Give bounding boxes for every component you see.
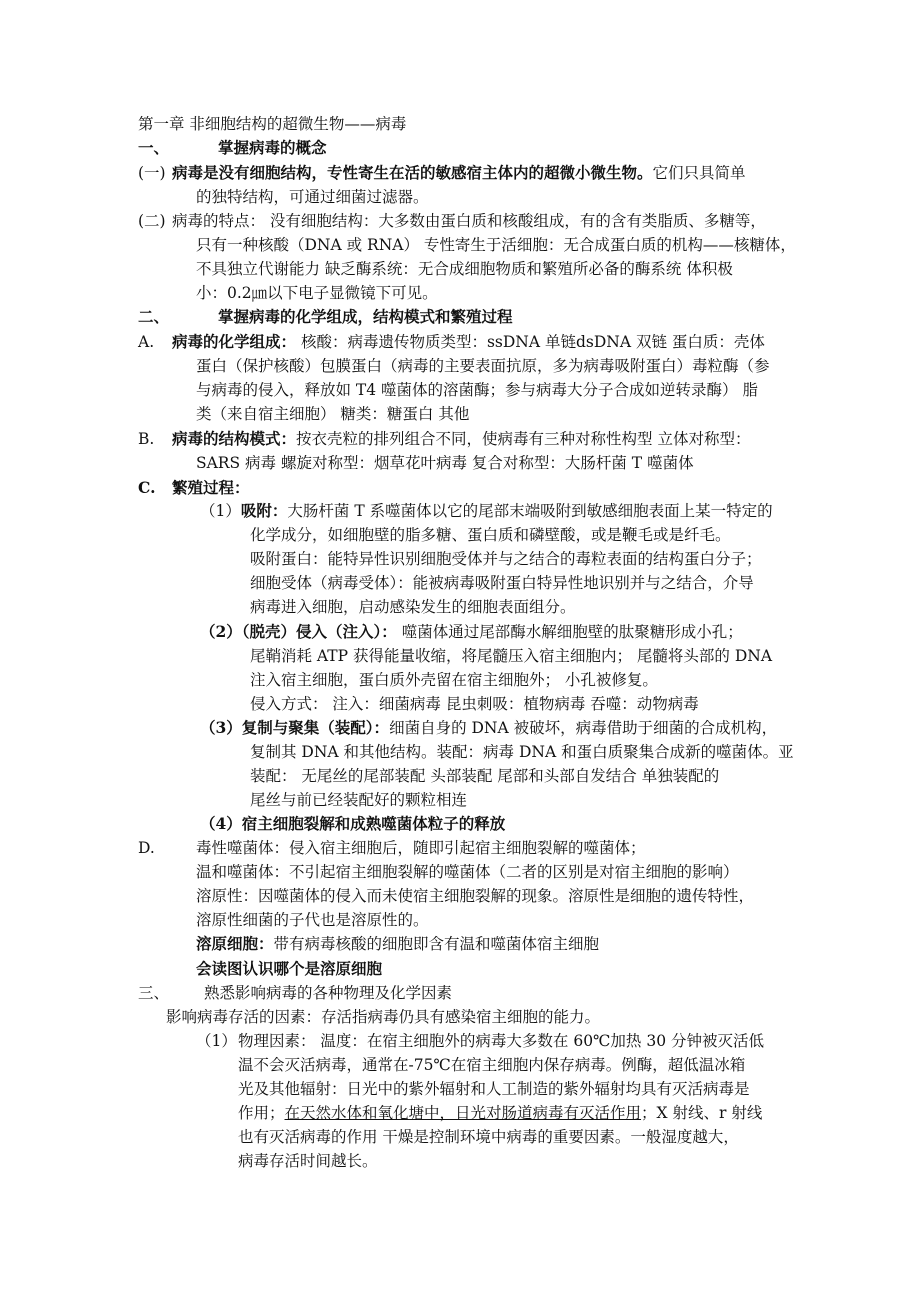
s2-D-lysogen-bold: 溶原细胞：: [196, 934, 274, 953]
section-3-heading: [138, 982, 452, 1004]
s1-item1-bold: 病毒是没有细胞结构，专性寄生在活的敏感宿主体内的超微小微生物。: [172, 163, 653, 182]
s2-c1-bold: 吸附：: [240, 501, 288, 520]
s2-A-line1: [138, 331, 765, 353]
s2-D-text: 毒性噬菌体：侵入宿主细胞后，随即引起宿主细胞裂解的噬菌体；: [196, 839, 646, 857]
s2-C-heading: [138, 477, 250, 499]
s1-item2-line1: [138, 210, 766, 232]
s2-D-lysogen-text: 带有病毒核酸的细胞即含有温和噬菌体宿主细胞: [273, 935, 600, 953]
s2-c2-number: （2）: [200, 622, 242, 641]
s2-c1-number: （1）: [200, 502, 241, 520]
s2-B-line2: SARS 病毒 螺旋对称型：烟草花叶病毒 复合对称型：大肠杆菌 T 噬菌体: [196, 454, 694, 472]
section-2-heading: [138, 306, 513, 328]
s2-c1-line1: [200, 500, 773, 522]
s2-D-line2: 温和噬菌体：不引起宿主细胞裂解的噬菌体（二者的区别是对宿主细胞的影响）: [196, 863, 739, 881]
s3-p1-underlined: 在天然水体和氧化塘中，日光对肠道病毒有灭活作用: [284, 1104, 642, 1122]
s1-item1-rest: 它们只具简单: [652, 164, 746, 182]
section-2-title: 掌握病毒的化学组成，结构模式和繁殖过程: [218, 307, 513, 326]
s3-intro: 影响病毒存活的因素：存活指病毒仍具有感染宿主细胞的能力。: [166, 1008, 601, 1026]
s2-A-label: A.: [138, 333, 155, 351]
s2-c2-line1: [200, 621, 743, 643]
s2-D-line3: 溶原性：因噬菌体的侵入而未使宿主细胞裂解的现象。溶原性是细胞的遗传特性，: [196, 887, 755, 905]
s2-c1-line3: 吸附蛋白：能特异性识别细胞受体并与之结合的毒粒表面的结构蛋白分子；: [250, 550, 762, 568]
s3-p1-line4: [238, 1102, 762, 1124]
s2-c2-line4: 侵入方式： 注入：细菌病毒 昆虫刺吸：植物病毒 吞噬：动物病毒: [250, 695, 699, 713]
s1-item1-line1: [138, 162, 746, 184]
s1-item1-label: (一): [138, 164, 166, 182]
s2-c1-line5: 病毒进入细胞，启动感染发生的细胞表面组分。: [250, 598, 576, 616]
s3-p1-line5: 也有灭活病毒的作用 干燥是控制环境中病毒的重要因素。一般湿度越大，: [238, 1128, 739, 1146]
s2-c4-line1: [200, 813, 505, 835]
s2-c3-line4: 尾丝与前已经装配好的颗粒相连: [250, 791, 468, 809]
section-3-title: 熟悉影响病毒的各种物理及化学因素: [204, 984, 453, 1002]
s2-A-text: 核酸：病毒遗传物质类型：ssDNA 单链dsDNA 双链 蛋白质：壳体: [296, 333, 765, 351]
s2-B-text: 按衣壳粒的排列组合不同，使病毒有三种对称性构型 立体对称型：: [296, 430, 751, 448]
s1-item2-label: (二): [138, 212, 166, 230]
s2-D-label: D.: [138, 839, 155, 857]
s1-item2-text: 病毒的特点： 没有细胞结构：大多数由蛋白质和核酸组成，有的含有类脂质、多糖等，: [172, 212, 766, 230]
s2-D-line1: [138, 837, 646, 859]
s2-c3-bold: 复制与聚集（装配）：: [241, 718, 390, 737]
s2-c3-line2: 复制其 DNA 和其他结构。装配：病毒 DNA 和蛋白质聚集合成新的噬菌体。亚: [250, 743, 794, 761]
s2-B-bold: 病毒的结构模式：: [172, 429, 297, 448]
s2-D-line6: 会读图认识哪个是溶原细胞: [196, 959, 383, 978]
s1-item2-line2: 只有一种核酸（DNA 或 RNA） 专性寄生于活细胞：无合成蛋白质的机构——核糖体，: [196, 236, 796, 254]
s3-p1-line4-end: ；X 射线、r 射线: [641, 1104, 763, 1122]
section-1-heading: [138, 137, 327, 159]
s2-D-line4: 溶原性细菌的子代也是溶原性的。: [196, 911, 429, 929]
s3-p1-line2: 温不会灭活病毒，通常在-75℃在宿主细胞内保存病毒。例酶，超低温冰箱: [238, 1056, 746, 1074]
s1-item2-line4: 小：0.2㎛以下电子显微镜下可见。: [196, 284, 438, 302]
s2-C-label: C.: [138, 478, 156, 497]
s2-c3-number: （3）: [200, 718, 242, 737]
s3-p1-line6: 病毒存活时间越长。: [238, 1152, 378, 1170]
s2-A-line2: 蛋白（保护核酸）包膜蛋白（病毒的主要表面抗原，多为病毒吸附蛋白）毒粒酶（参: [196, 357, 770, 375]
s2-c1-line4: 细胞受体（病毒受体）：能被病毒吸附蛋白特异性地识别并与之结合，介导: [250, 574, 754, 592]
s2-c1-line2: 化学成分，如细胞壁的脂多糖、蛋白质和磷壁酸，或是鞭毛或是纤毛。: [250, 526, 731, 544]
s2-c3-line1: [200, 717, 777, 739]
s3-p1-number: （1）: [196, 1032, 237, 1050]
s2-A-line3: 与病毒的侵入，释放如 T4 噬菌体的溶菌酶；参与病毒大分子合成如逆转录酶） 脂: [196, 381, 758, 399]
s3-p1-text: 物理因素： 温度：在宿主细胞外的病毒大多数在 60℃加热 30 分钟被灭活低: [238, 1032, 764, 1050]
section-3-number: 三、: [138, 984, 170, 1002]
chapter-title: 第一章 非细胞结构的超微生物——病毒: [138, 115, 407, 133]
section-2-number: 二、: [138, 307, 170, 326]
s2-B-label: B.: [138, 430, 155, 448]
s2-c4-number: （4）: [200, 814, 242, 833]
s2-D-line5: [196, 933, 599, 955]
s1-item1-line2: 的独特结构，可通过细菌过滤器。: [196, 188, 429, 206]
s2-A-bold: 病毒的化学组成：: [172, 332, 297, 351]
s2-A-line4: 类（来自宿主细胞） 糖类：糖蛋白 其他: [196, 405, 470, 423]
s2-c3-line3: 装配： 无尾丝的尾部装配 头部装配 尾部和头部自发结合 单独装配的: [250, 767, 720, 785]
s1-item2-line3: 不具独立代谢能力 缺乏酶系统：无合成细胞物质和繁殖所必备的酶系统 体积极: [196, 260, 733, 278]
s2-c2-bold: （脱壳）侵入（注入）：: [241, 622, 397, 641]
section-1-title: 掌握病毒的概念: [218, 138, 327, 157]
s2-c4-bold: 宿主细胞裂解和成熟噬菌体粒子的释放: [241, 814, 506, 833]
s2-c2-line3: 注入宿主细胞，蛋白质外壳留在宿主细胞外； 小孔被修复。: [250, 671, 658, 689]
s3-p1-line1: [196, 1030, 764, 1052]
s2-c1-text: 大肠杆菌 T 系噬菌体以它的尾部末端吸附到敏感细胞表面上某一特定的: [287, 502, 773, 520]
section-1-number: 一、: [138, 138, 170, 157]
s2-c3-text: 细菌自身的 DNA 被破坏，病毒借助于细菌的合成机构，: [389, 719, 778, 737]
s2-B-line1: [138, 428, 750, 450]
s2-c2-text: 噬菌体通过尾部酶水解细胞壁的肽聚糖形成小孔；: [396, 623, 743, 641]
s2-c2-line2: 尾鞘消耗 ATP 获得能量收缩，将尾髓压入宿主细胞内； 尾髓将头部的 DNA: [250, 647, 773, 665]
s3-p1-line3: 光及其他辐射：日光中的紫外辐射和人工制造的紫外辐射均具有灭活病毒是: [238, 1080, 750, 1098]
s3-p1-line4-start: 作用；: [238, 1104, 285, 1122]
s2-C-bold: 繁殖过程：: [172, 478, 250, 497]
